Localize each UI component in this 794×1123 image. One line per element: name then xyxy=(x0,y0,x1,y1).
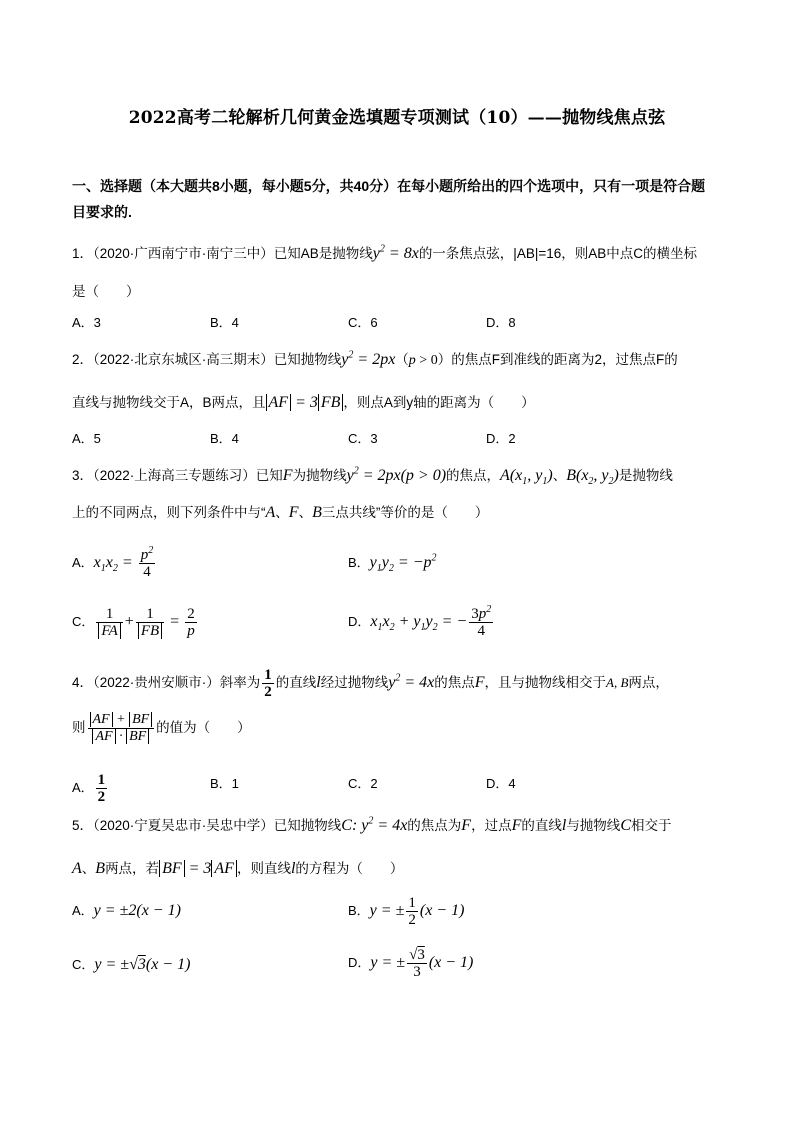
point-b: $B(x_2$, $y_2$) xyxy=(566,467,619,488)
q2-option-b[interactable]: B．4 xyxy=(210,431,239,446)
section-heading-line2: 目要求的. xyxy=(72,204,132,220)
q3-option-b[interactable]: B．$y_1y_2 = -p^2$ xyxy=(348,552,437,575)
document-title: 2022高考二轮解析几何黄金选填题专项测试（10）——抛物线焦点弦 xyxy=(128,108,666,128)
q4-option-c[interactable]: C．2 xyxy=(348,776,378,791)
question-4: 4．（2022·贵州安顺市·）斜率为 $\frac{1}{2}$ 的直线l经过抛物线$y^2 = 4x$的焦点F，且与抛物线相交于A, B两点， xyxy=(72,667,669,700)
section-heading xyxy=(72,175,724,223)
q1-option-a[interactable]: A．3 xyxy=(72,315,101,330)
ratio-fraction: $\frac{AF + BF}{AF \cdot BF}$ xyxy=(88,712,155,745)
q1-option-d[interactable]: D．8 xyxy=(486,315,516,330)
formula: $y^2 = 8x$ xyxy=(372,243,419,262)
question-4-line2: 则 $\frac{AF + BF}{AF \cdot BF}$ 的值为（ ） xyxy=(72,712,251,744)
q4-option-a[interactable]: A． $\frac{1}{2}$ xyxy=(72,772,106,805)
question-2-line2: 直线与抛物线交于A，B两点，且 AF = 3 FB ，则点A到y轴的距离为（ ） xyxy=(72,394,535,411)
q3-option-a[interactable]: A．$x_1x_2$ = $\frac{p^2}{4}$ xyxy=(72,545,154,580)
question-5: 5．（2020·宁夏吴忠市·吴忠中学）已知抛物线C: $y^2 = 4x$的焦点为F，过点F的直线l与抛物线C相交于 xyxy=(72,815,672,834)
q5-option-c[interactable]: C．y = ±√3(x − 1) xyxy=(72,956,191,973)
formula: C: $y^2 = 4x$ xyxy=(341,815,408,834)
q1-option-c[interactable]: C．6 xyxy=(348,315,378,330)
formula: BF = 3 AF xyxy=(159,860,237,877)
q2-option-a[interactable]: A．5 xyxy=(72,431,101,446)
q2-option-c[interactable]: C．3 xyxy=(348,431,378,446)
question-3: 3．（2022·上海高三专题练习）已知F为抛物线$y^2 = 2px(p > 0)$的焦点，$A(x_1$, $y_1$)、$B(x_2$, $y_2$)是抛物线 xyxy=(72,465,673,488)
q3-option-c[interactable]: C． $\frac{1}{FA}$ + $\frac{1}{FB}$ = $\frac{2}{p}$ xyxy=(72,606,195,639)
point-a: $A(x_1$, $y_1$) xyxy=(500,467,553,488)
formula: $y^2 = 4x$ xyxy=(388,672,435,692)
q4-option-d[interactable]: D．4 xyxy=(486,776,516,791)
q3-option-d[interactable]: D．$x_1x_2 + y_1y_2$ = − $\frac{3p^2}{4}$ xyxy=(348,604,492,639)
q5-option-b[interactable]: B．y = ± $\frac{1}{2}$ (x − 1) xyxy=(348,895,465,928)
question-1-line2: 是（ ） xyxy=(72,284,140,299)
q5-option-d[interactable]: D．y = ± $\frac{√3}{3}$ (x − 1) xyxy=(348,947,474,980)
formula: > 0 xyxy=(415,353,438,368)
q1-option-b[interactable]: B．4 xyxy=(210,315,239,330)
formula: AF = 3 FB xyxy=(266,394,344,411)
question-5-line2: A、B两点，若 BF = 3 AF ，则直线l的方程为（ ） xyxy=(72,860,404,877)
q2-option-d[interactable]: D．2 xyxy=(486,431,516,446)
question-2: 2．（2022·北京东城区·高三期末）已知抛物线$y^2 = 2px(p > 0)$的焦点F到准线的距离为2，过焦点F的 xyxy=(72,349,678,368)
formula: $y^2 = 2px(p > 0)$ xyxy=(346,465,447,484)
formula: $y^2 = 2px$ xyxy=(341,349,396,368)
question-3-line2: 上的不同两点，则下列条件中与“A、F、B三点共线”等价的是（ ） xyxy=(72,504,489,521)
q5-option-a[interactable]: A．y = ±2(x − 1) xyxy=(72,902,181,919)
section-heading-line1: 一、选择题（本大题共8小题，每小题5分，共40分）在每小题所给出的四个选项中，只有一项是符合题 xyxy=(72,178,706,194)
q4-option-b[interactable]: B．1 xyxy=(210,776,239,791)
question-1: 1．（2020·广西南宁市·南宁三中）已知AB是抛物线$y^2 = 8x$的一条焦点弦，|AB|=16，则AB中点C的横坐标 xyxy=(72,243,697,262)
formula: p xyxy=(408,353,416,368)
slope-fraction: $\frac{1}{2}$ xyxy=(264,667,272,700)
